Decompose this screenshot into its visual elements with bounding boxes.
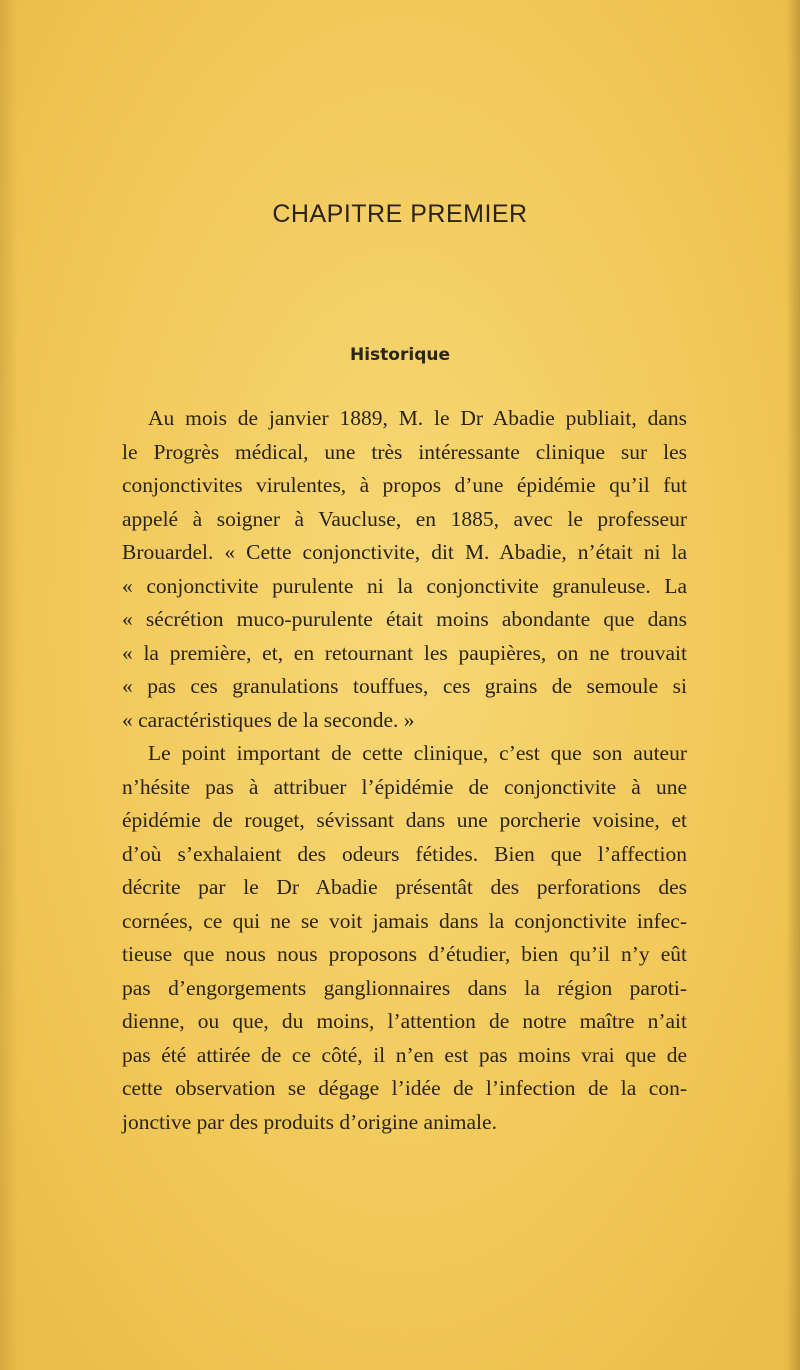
text-line: conjonctivites virulentes, à propos d’une épidémie qu’il fut: [122, 473, 687, 497]
text-line: cette observation se dégage l’idée de l’infection de la con-: [122, 1076, 687, 1100]
text-line: pas d’engorgements ganglionnaires dans la région paroti-: [122, 975, 687, 1000]
text-line: d’où s’exhalaient des odeurs fétides. Bien que l’affection: [122, 841, 687, 866]
text-line: Au mois de janvier 1889, M. le Dr Abadie publiait, dans: [148, 406, 687, 430]
text-line: décrite par le Dr Abadie présentât des perforations des: [122, 875, 687, 899]
text-line: « caractéristiques de la seconde. »: [122, 707, 415, 732]
text-line: Brouardel. « Cette conjonctivite, dit M. Abadie, n’était ni la: [122, 540, 687, 564]
text-line: « conjonctivite purulente ni la conjonctivite granuleuse. La: [122, 573, 687, 598]
text-line: appelé à soigner à Vaucluse, en 1885, avec le professeur: [122, 506, 687, 531]
text-line: cornées, ce qui ne se voit jamais dans la conjonctivite infec-: [122, 908, 687, 933]
text-line: épidémie de rouget, sévissant dans une porcherie voisine, et: [122, 808, 687, 832]
text-line: « sécrétion muco-purulente était moins abondante que dans: [122, 607, 687, 631]
text-line: « la première, et, en retournant les paupières, on ne trouvait: [122, 640, 687, 665]
text-line: tieuse que nous nous proposons d’étudier, bien qu’il n’y eût: [122, 942, 687, 966]
text-line: jonctive par des produits d’origine animale.: [122, 1109, 497, 1134]
text-line: pas été attirée de ce côté, il n’en est pas moins vrai que de: [122, 1042, 687, 1067]
section-title: Historique: [350, 345, 450, 365]
text-line: n’hésite pas à attribuer l’épidémie de conjonctivite à une: [122, 774, 687, 799]
chapter-title: CHAPITRE PREMIER: [272, 200, 528, 228]
text-line: Le point important de cette clinique, c’est que son auteur: [148, 741, 687, 765]
text-line: le Progrès médical, une très intéressante clinique sur les: [122, 439, 687, 464]
text-line: dienne, ou que, du moins, l’attention de notre maître n’ait: [122, 1009, 687, 1033]
text-line: « pas ces granulations touffues, ces grains de semoule si: [122, 674, 687, 698]
body-text: [122, 402, 687, 1139]
